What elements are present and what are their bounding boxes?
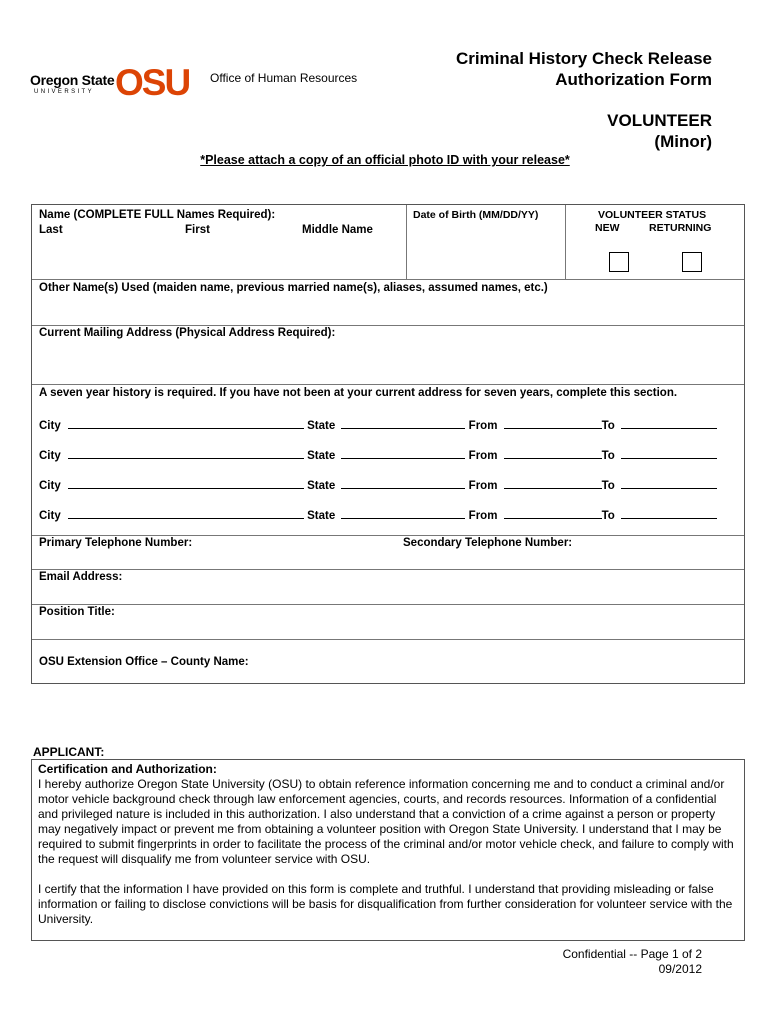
city-input[interactable] (68, 477, 304, 489)
certification-title: Certification and Authorization: (38, 762, 217, 776)
city-input[interactable] (68, 507, 304, 519)
from-label: From (468, 450, 498, 462)
position-title-field[interactable]: Position Title: (39, 606, 115, 618)
state-input[interactable] (341, 447, 465, 459)
history-row (39, 417, 717, 432)
to-label: To (601, 450, 615, 462)
state-input[interactable] (341, 417, 465, 429)
dob-field[interactable]: Date of Birth (MM/DD/YY) (413, 209, 539, 221)
to-label: To (601, 420, 615, 432)
divider (32, 384, 744, 385)
logo-sub: UNIVERSITY (34, 89, 95, 95)
primary-phone-field[interactable]: Primary Telephone Number: (39, 537, 193, 549)
from-label: From (468, 480, 498, 492)
divider (565, 205, 566, 279)
from-label: From (468, 510, 498, 522)
office-name: Office of Human Resources (210, 71, 358, 85)
from-input[interactable] (504, 477, 602, 489)
secondary-phone-field[interactable]: Secondary Telephone Number: (403, 537, 573, 549)
history-row (39, 507, 717, 522)
applicant-heading: APPLICANT: (33, 745, 105, 759)
divider (32, 279, 744, 280)
name-label: Name (COMPLETE FULL Names Required): (39, 209, 276, 221)
divider (32, 325, 744, 326)
state-label: State (307, 450, 336, 462)
form-title (456, 48, 712, 90)
divider (406, 205, 407, 279)
applicant-info-form (31, 204, 745, 684)
state-input[interactable] (341, 477, 465, 489)
to-input[interactable] (621, 477, 717, 489)
from-input[interactable] (504, 447, 602, 459)
to-input[interactable] (621, 447, 717, 459)
county-name-field[interactable]: OSU Extension Office – County Name: (39, 656, 249, 668)
from-input[interactable] (504, 507, 602, 519)
divider (32, 569, 744, 570)
mailing-address-field[interactable]: Current Mailing Address (Physical Address Required): (39, 327, 336, 339)
logo-mark: OSU (115, 62, 190, 103)
city-input[interactable] (68, 417, 304, 429)
photo-note-text: *Please attach a copy of an official photo ID with your release* (200, 153, 570, 167)
authorization-paragraph: I hereby authorize Oregon State University (OSU) to obtain reference information concerning me and to conduct a criminal and/or motor vehicle background check through law enforcement agencies, courts, and records resources. Information of a confidential and privileged nature is included in this authorization. I also understand that a conviction of a crime against a person or property may negatively impact or prevent me from obtaining a volunteer position with Oregon State University. I understand that I may be required to submit fingerprints in order to facilitate the process of the criminal and/or motor vehicle check, and failure to comply with the request will disqualify me from volunteer service with OSU. (38, 777, 734, 866)
city-input[interactable] (68, 447, 304, 459)
status-returning-checkbox[interactable] (682, 252, 702, 272)
applicant-section (31, 745, 745, 941)
type-line1: VOLUNTEER (607, 111, 712, 130)
state-label: State (307, 510, 336, 522)
logo-name: Oregon State (30, 72, 115, 88)
from-input[interactable] (504, 417, 602, 429)
first-name-field[interactable]: First (185, 224, 210, 236)
status-new-checkbox[interactable] (609, 252, 629, 272)
revision-date: 09/2012 (658, 962, 702, 976)
divider (32, 639, 744, 640)
email-field[interactable]: Email Address: (39, 571, 123, 583)
title-line2: Authorization Form (555, 70, 712, 89)
state-input[interactable] (341, 507, 465, 519)
certification-paragraph: I certify that the information I have provided on this form is complete and truthful. I understand that providing misleading or false information or failing to disclose convictions will be basis for disqualification from further consideration for volunteer service with the University. (38, 882, 733, 926)
last-name-field[interactable]: Last (39, 224, 63, 236)
city-label: City (39, 450, 61, 462)
osu-logo (30, 62, 190, 105)
status-new-label: NEW (595, 222, 620, 234)
city-label: City (39, 420, 61, 432)
from-label: From (468, 420, 498, 432)
divider (32, 604, 744, 605)
page-footer (563, 947, 702, 977)
state-label: State (307, 480, 336, 492)
city-label: City (39, 480, 61, 492)
to-input[interactable] (621, 507, 717, 519)
to-input[interactable] (621, 417, 717, 429)
certification-box (31, 759, 745, 941)
page-number: Confidential -- Page 1 of 2 (562, 947, 702, 961)
other-names-field[interactable]: Other Name(s) Used (maiden name, previous married name(s), aliases, assumed names, etc.) (39, 282, 548, 294)
status-returning-label: RETURNING (649, 222, 712, 234)
title-line1: Criminal History Check Release (455, 49, 712, 68)
to-label: To (601, 480, 615, 492)
city-label: City (39, 510, 61, 522)
to-label: To (601, 510, 615, 522)
state-label: State (307, 420, 336, 432)
divider (32, 535, 744, 536)
photo-id-note (0, 153, 770, 167)
status-label: VOLUNTEER STATUS (598, 209, 707, 221)
history-row (39, 477, 717, 492)
middle-name-field[interactable]: Middle Name (302, 224, 373, 236)
type-line2: (Minor) (654, 132, 712, 151)
history-row (39, 447, 717, 462)
history-note: A seven year history is required. If you have not been at your current address for seven years, complete this section. (39, 387, 678, 399)
form-type (607, 110, 712, 152)
